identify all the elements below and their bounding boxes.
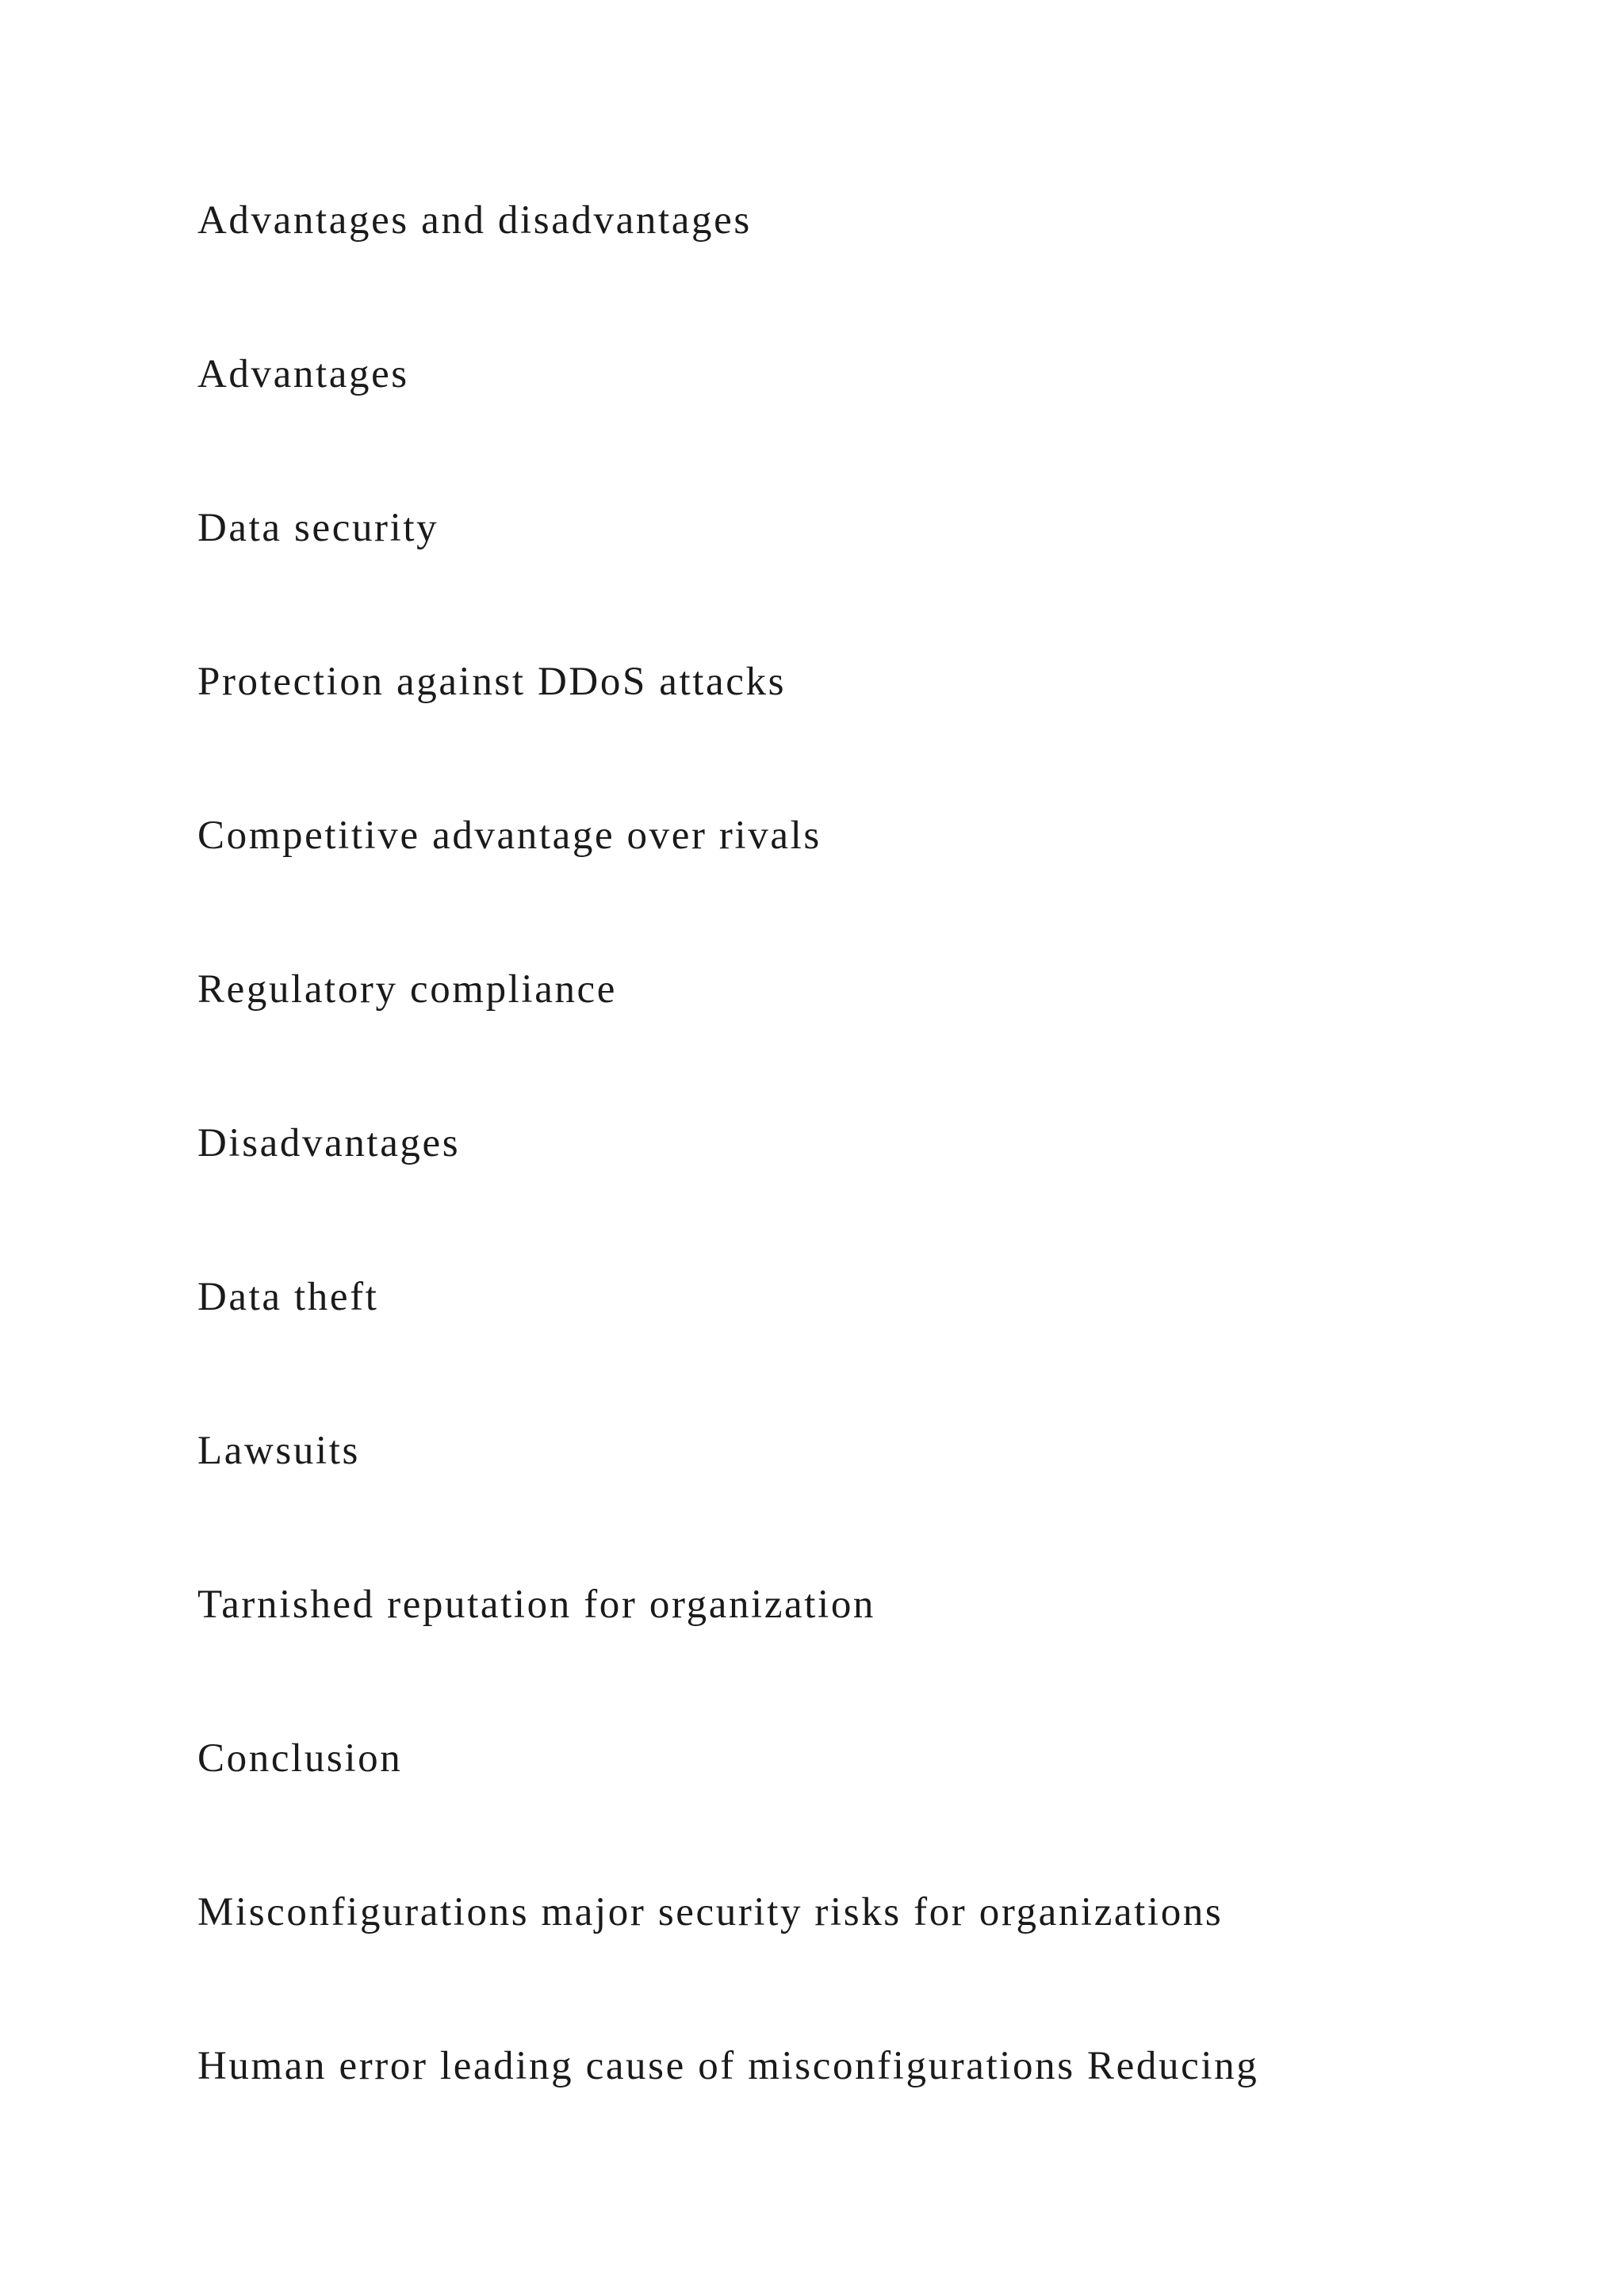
section-heading-conclusion: Conclusion — [197, 1736, 403, 1781]
advantage-item: Regulatory compliance — [197, 967, 618, 1012]
disadvantage-item: Data theft — [197, 1275, 379, 1319]
disadvantage-item: Tarnished reputation for organization — [197, 1582, 876, 1627]
subheading-advantages: Advantages — [197, 352, 409, 396]
disadvantage-item: Lawsuits — [197, 1429, 360, 1473]
conclusion-item: Misconfigurations major security risks for organizations — [197, 1890, 1224, 1934]
subheading-disadvantages: Disadvantages — [197, 1121, 461, 1165]
advantage-item: Competitive advantage over rivals — [197, 813, 822, 858]
advantage-item: Protection against DDoS attacks — [197, 660, 787, 704]
advantage-item: Data security — [197, 506, 439, 550]
section-heading-advantages-and-disadvantages: Advantages and disadvantages — [197, 198, 752, 243]
conclusion-item: Human error leading cause of misconfigurations Reducing — [197, 2044, 1259, 2088]
